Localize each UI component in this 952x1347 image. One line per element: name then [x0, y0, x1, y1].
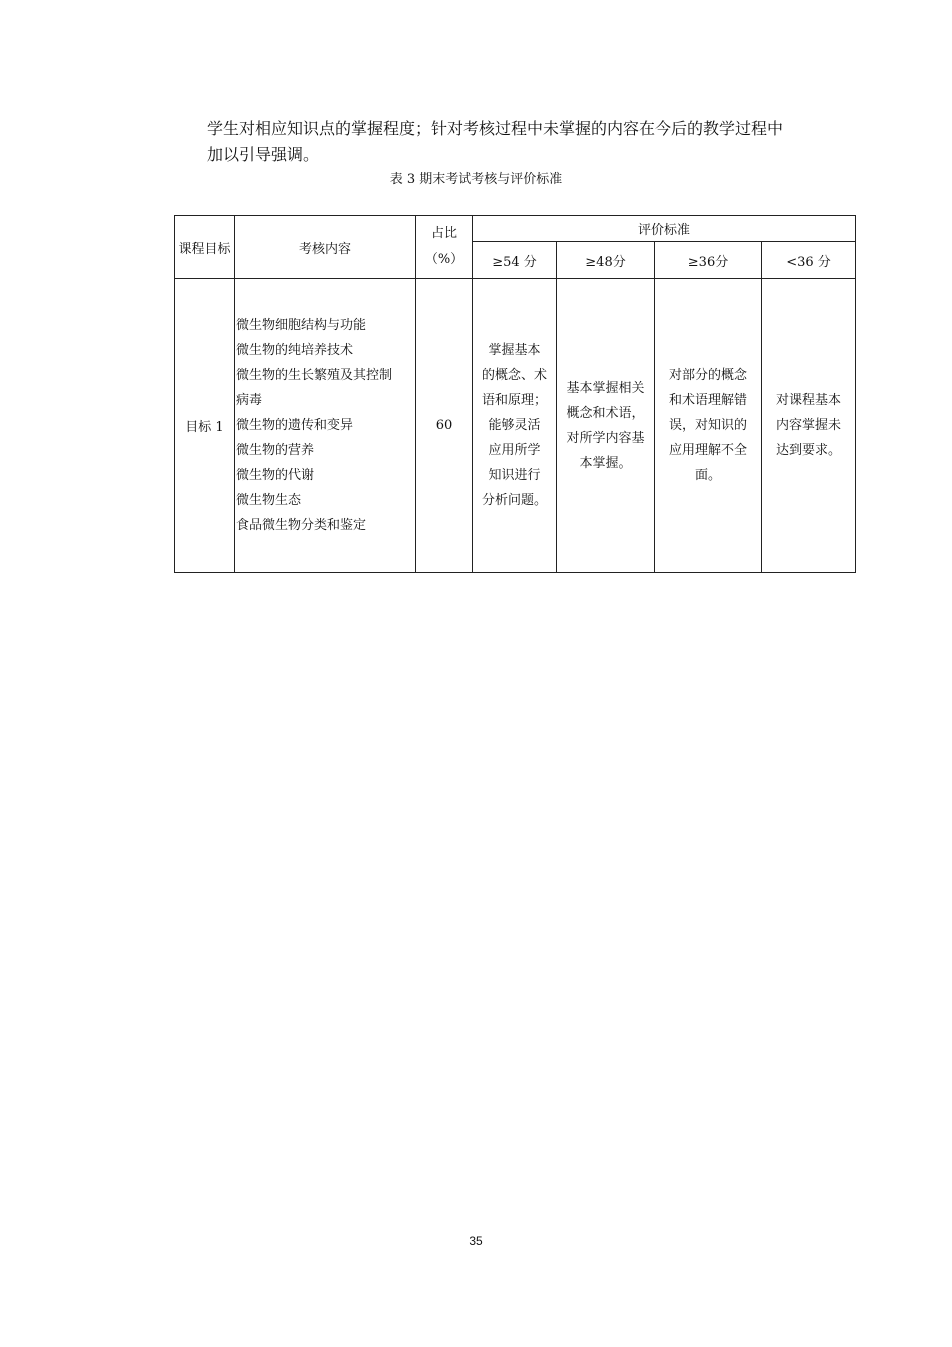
criteria-line: 掌握基本: [488, 343, 541, 358]
paragraph-line: 学生对相应知识点的掌握程度；针对考核过程中未掌握的内容在今后的教学过程中: [207, 119, 784, 138]
criteria-line: 语和原理；: [481, 393, 547, 408]
criteria-line: 分析问题。: [481, 493, 547, 508]
row-content: [235, 279, 416, 573]
paragraph-line: 加以引导强调。: [207, 145, 320, 164]
content-item: 食品微生物分类和鉴定: [236, 518, 367, 533]
evaluation-table: [174, 215, 856, 573]
criteria-line: 误，对知识的: [668, 418, 747, 433]
criteria-grade-36: [655, 279, 762, 573]
criteria-line: 对所学内容基: [566, 430, 645, 446]
criteria-line: 和术语理解错: [668, 393, 747, 408]
table-caption: 表 3 期末考试考核与评价标准: [389, 172, 563, 187]
criteria-line: 对课程基本: [775, 393, 841, 408]
header-criteria: 评价标准: [473, 216, 856, 242]
header-grade-54: ≥54 分: [473, 242, 557, 279]
criteria-line: 基本掌握相关: [566, 380, 645, 396]
header-ratio-unit: （%）: [424, 252, 464, 267]
criteria-line: 面。: [694, 468, 721, 483]
header-ratio: [416, 216, 473, 279]
criteria-grade-54: [473, 279, 557, 573]
criteria-line: 内容掌握未: [775, 418, 841, 433]
criteria-grade-48: [557, 279, 655, 573]
criteria-line: 的概念、术: [481, 368, 547, 383]
content-item: 微生物的生长繁殖及其控制: [236, 368, 393, 383]
criteria-line: 应用理解不全: [668, 443, 747, 458]
header-grade-below-36: <36 分: [762, 242, 856, 279]
content-item: 微生物生态: [236, 493, 302, 508]
criteria-line: 知识进行: [488, 468, 541, 483]
header-content: 考核内容: [235, 216, 416, 279]
content-item: 微生物的遗传和变异: [236, 418, 354, 433]
header-goal: 课程目标: [175, 216, 235, 279]
row-ratio: 60: [416, 279, 473, 573]
content-item: 微生物的营养: [236, 443, 315, 458]
criteria-line: 概念和术语，: [566, 405, 645, 421]
content-item: 微生物细胞结构与功能: [236, 318, 367, 333]
criteria-line: 应用所学: [488, 443, 541, 458]
content-item: 微生物的纯培养技术: [236, 343, 354, 358]
header-grade-36: ≥36分: [655, 242, 762, 279]
header-grade-48: ≥48分: [557, 242, 655, 279]
criteria-line: 对部分的概念: [668, 368, 747, 383]
body-paragraph: [207, 116, 827, 168]
page-number: 35: [469, 1234, 483, 1248]
criteria-line: 能够灵活: [488, 418, 541, 433]
criteria-grade-below-36: [762, 279, 856, 573]
content-item: 微生物的代谢: [236, 468, 315, 483]
row-goal: 目标 1: [175, 279, 235, 573]
content-item: 病毒: [236, 393, 263, 408]
header-ratio-label: 占比: [430, 226, 457, 241]
criteria-line: 达到要求。: [775, 443, 841, 458]
criteria-line: 本掌握。: [579, 455, 632, 471]
